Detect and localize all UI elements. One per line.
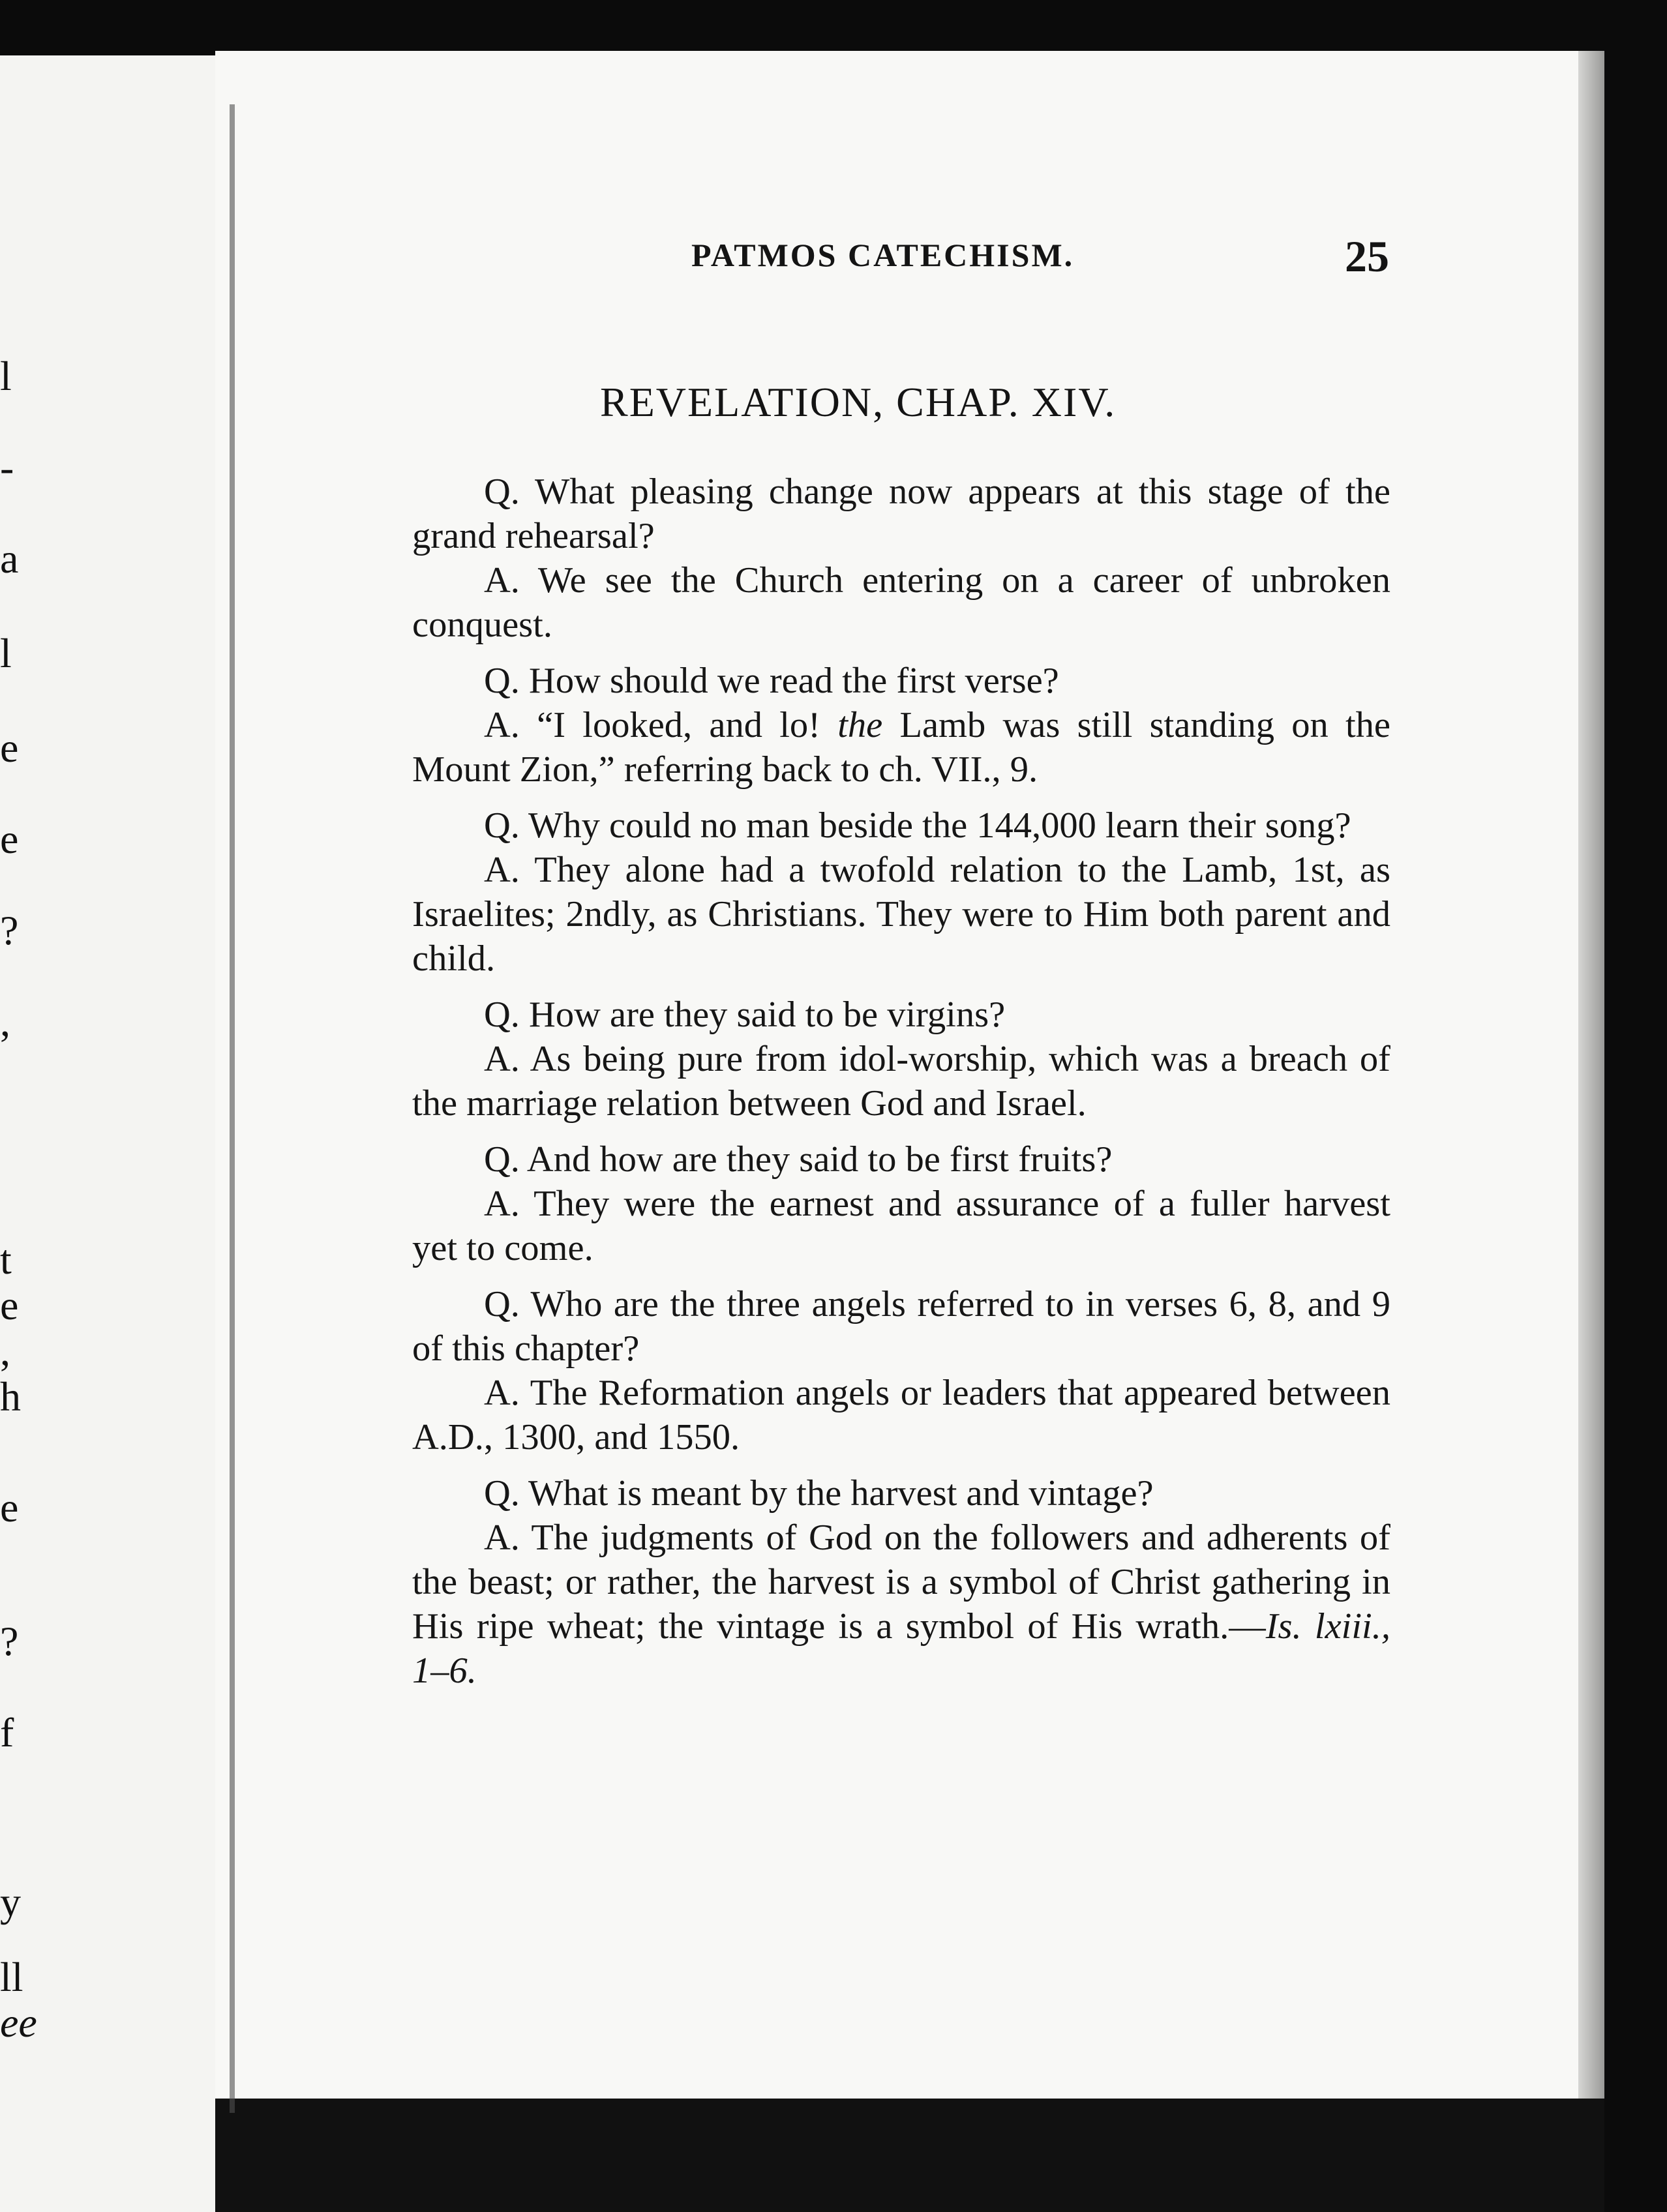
answer: A. We see the Church entering on a career of unbroken conquest. xyxy=(412,560,1390,645)
answer: A. They were the earnest and assurance of a fuller harvest yet to come. xyxy=(412,1184,1390,1268)
question: Q. How should we read the first verse? xyxy=(484,661,1059,701)
answer: A. They alone had a twofold relation to the Lamb, 1st, as Israelites; 2ndly, as Christians. They were to Him both parent and child. xyxy=(412,850,1390,979)
scripture-reference: Is. lxiii., 1–6. xyxy=(412,1606,1390,1691)
running-head: PATMOS CATECHISM. xyxy=(691,237,1075,273)
facing-page-fragment: ? xyxy=(0,1618,19,1664)
facing-page-fragment: - xyxy=(0,444,14,490)
catechism-text xyxy=(412,470,1390,1693)
facing-page-fragment: e xyxy=(0,1282,19,1328)
facing-page-fragment: ll xyxy=(0,1954,23,2000)
facing-page-fragment: e xyxy=(0,1484,19,1531)
facing-page-fragment: , xyxy=(0,998,10,1045)
facing-page-fragment: e xyxy=(0,816,19,862)
facing-page-fragment: , xyxy=(0,1328,10,1374)
facing-page-edge xyxy=(0,55,215,2212)
question: Q. Why could no man beside the 144,000 learn their song? xyxy=(484,805,1351,846)
answer: A. As being pure from idol-worship, which was a breach of the marriage relation between God and Israel. xyxy=(412,1039,1390,1124)
facing-page-fragment: t xyxy=(0,1236,12,1283)
scan-background xyxy=(215,2099,1604,2212)
question: Q. How are they said to be virgins? xyxy=(484,994,1006,1035)
answer-text: A. The judgments of God on the followers and adherents of the beast; or rather, the harvest is a symbol of Christ gathering in His ripe wheat; the vintage is a symbol of His wrath.— xyxy=(412,1517,1390,1647)
answer-text: Lamb was still standing on the Mount Zion,” referring back to ch. VII., 9. xyxy=(412,705,1391,790)
spine-line xyxy=(230,104,235,2113)
question: Q. What pleasing change now appears at this stage of the grand rehearsal? xyxy=(412,471,1390,556)
facing-page-fragment: l xyxy=(0,353,12,399)
facing-page-fragment: ? xyxy=(0,907,19,953)
answer-text: A. “I looked, and lo! xyxy=(484,705,838,745)
answer xyxy=(412,1516,1390,1693)
question: Q. What is meant by the harvest and vintage? xyxy=(484,1473,1154,1514)
page-edge xyxy=(1578,51,1604,2099)
facing-page-fragment: f xyxy=(0,1709,14,1756)
answer xyxy=(412,703,1390,792)
answer: A. The Reformation angels or leaders that appeared between A.D., 1300, and 1550. xyxy=(412,1373,1390,1457)
facing-page-fragment: h xyxy=(0,1373,21,1420)
facing-page-fragment: e xyxy=(0,725,19,771)
page-number: 25 xyxy=(1345,232,1389,281)
facing-page-fragment: y xyxy=(0,1879,21,1925)
facing-page-fragment: ee xyxy=(0,1999,37,2046)
answer-emphasis: the xyxy=(837,705,883,745)
question: Q. And how are they said to be first fruits? xyxy=(484,1139,1113,1180)
chapter-title: REVELATION, CHAP. XIV. xyxy=(600,379,1117,425)
facing-page-fragment: a xyxy=(0,535,19,582)
page-header xyxy=(691,232,1389,288)
question: Q. Who are the three angels referred to in verses 6, 8, and 9 of this chapter? xyxy=(412,1284,1390,1369)
facing-page-fragment: l xyxy=(0,630,12,676)
